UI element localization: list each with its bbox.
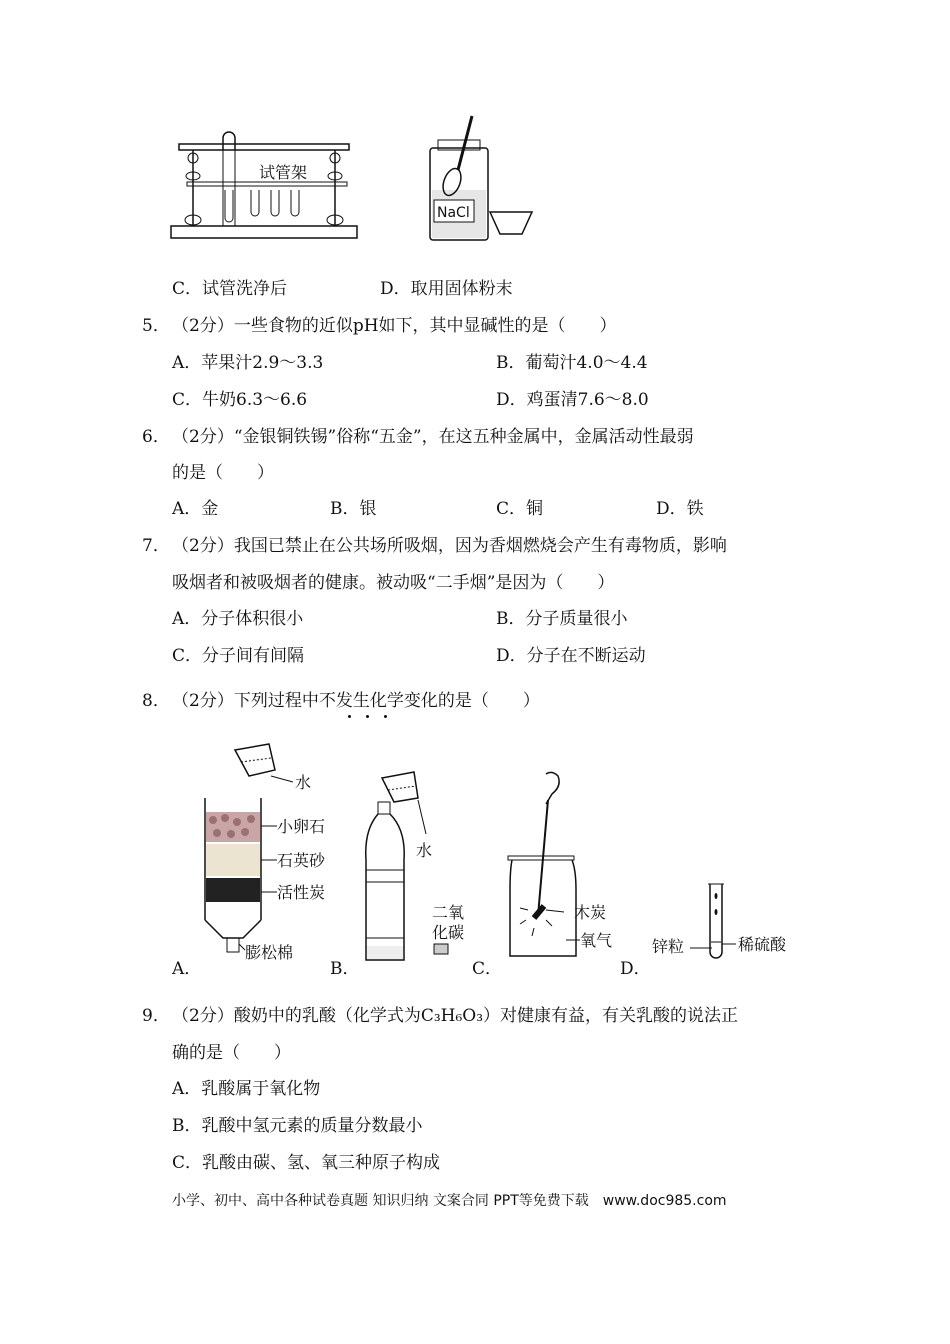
option-6b: B．银 <box>330 499 377 519</box>
question-9-stem-line2: 确的是（ ） <box>172 1043 291 1063</box>
question-7-number: 7． <box>142 536 170 556</box>
emphasis-dot <box>366 715 369 718</box>
question-9-stem-line1: （2分）酸奶中的乳酸（化学式为C₃H₆O₃）对健康有益，有关乳酸的说法正 <box>172 1006 739 1026</box>
option-9b: B．乳酸中氢元素的质量分数最小 <box>172 1116 423 1136</box>
question-7-stem-line1: （2分）我国已禁止在公共场所吸烟，因为香烟燃烧会产生有毒物质，影响 <box>172 536 727 556</box>
question-5-stem: （2分）一些食物的近似pH如下，其中显碱性的是（ ） <box>172 316 617 336</box>
question-6-stem-line1: （2分）“金银铜铁锡”俗称“五金”，在这五种金属中，金属活动性最弱 <box>172 427 694 447</box>
question-5-number: 5． <box>142 316 170 336</box>
label-co2-line1: 二氧 <box>432 903 465 922</box>
label-water-a: 水 <box>295 773 312 792</box>
option-6c: C．铜 <box>496 499 544 519</box>
option-7a: A．分子体积很小 <box>172 609 304 629</box>
caption-d: D．取用固体粉末 <box>380 279 513 299</box>
question-7-stem-line2: 吸烟者和被吸烟者的健康。被动吸“二手烟”是因为（ ） <box>172 573 615 593</box>
label-quartz-sand: 石英砂 <box>277 851 326 870</box>
label-cotton: 膨松棉 <box>245 943 294 962</box>
water-filter-figure <box>195 740 335 965</box>
emphasis-dot <box>348 715 351 718</box>
label-charcoal: 木炭 <box>574 903 607 922</box>
option-8b: B． <box>330 959 360 979</box>
question-6-number: 6． <box>142 427 170 447</box>
option-6a: A．金 <box>172 499 219 519</box>
option-8a: A． <box>172 959 202 979</box>
nacl-bottle-figure <box>418 112 538 244</box>
option-8c: C． <box>472 959 503 979</box>
option-9c: C．乳酸由碳、氢、氧三种原子构成 <box>172 1153 441 1173</box>
test-tube-rack-figure <box>165 130 365 242</box>
option-5b: B．葡萄汁4.0～4.4 <box>496 353 648 373</box>
page-footer: 小学、初中、高中各种试卷真题 知识归纳 文案合同 PPT等免费下载 www.doc985.com <box>172 1193 727 1209</box>
option-6d: D．铁 <box>656 499 704 519</box>
label-oxygen: 氧气 <box>580 931 613 950</box>
label-sulfuric-acid: 稀硫酸 <box>738 935 787 954</box>
option-5d: D．鸡蛋清7.6～8.0 <box>496 390 649 410</box>
option-7d: D．分子在不断运动 <box>496 646 646 666</box>
question-8-number: 8． <box>142 691 170 711</box>
option-7c: C．分子间有间隔 <box>172 646 305 666</box>
option-7b: B．分子质量很小 <box>496 609 628 629</box>
option-5a: A．苹果汁2.9～3.3 <box>172 353 324 373</box>
option-8d: D． <box>620 959 651 979</box>
rack-label: 试管架 <box>259 163 308 182</box>
co2-bottle-figure <box>360 770 470 965</box>
label-pebbles: 小卵石 <box>277 817 326 836</box>
charcoal-oxygen-figure <box>500 770 630 960</box>
question-9-number: 9． <box>142 1006 170 1026</box>
label-co2-line2: 化碳 <box>432 923 465 942</box>
label-water-b: 水 <box>416 841 433 860</box>
option-5c: C．牛奶6.3～6.6 <box>172 390 308 410</box>
zinc-acid-figure <box>650 880 810 960</box>
label-zinc: 锌粒 <box>652 937 685 956</box>
caption-c: C．试管洗净后 <box>172 279 288 299</box>
bottle-label: NaCl <box>437 205 470 221</box>
question-8-stem: （2分）下列过程中不发生化学变化的是（ ） <box>172 691 540 711</box>
option-9a: A．乳酸属于氧化物 <box>172 1079 321 1099</box>
label-activated-carbon: 活性炭 <box>277 883 326 902</box>
question-6-stem-line2: 的是（ ） <box>172 463 274 483</box>
emphasis-dot <box>384 715 387 718</box>
